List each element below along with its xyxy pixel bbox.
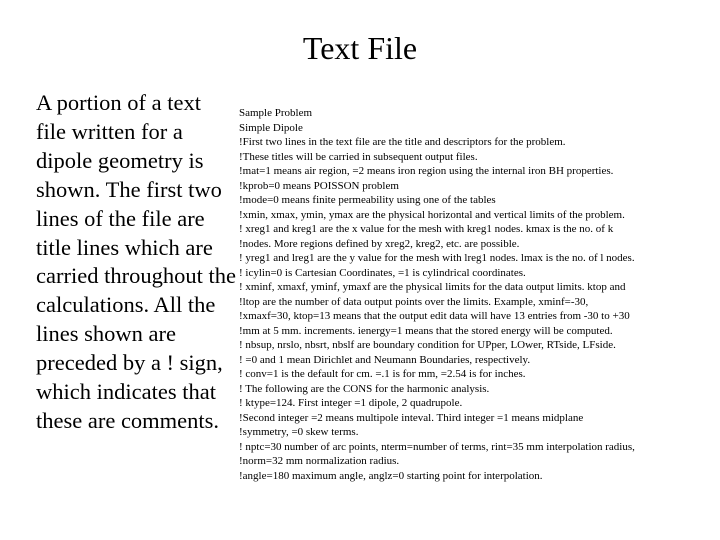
file-line: !nodes. More regions defined by xreg2, kreg2, etc. are possible.	[239, 237, 520, 250]
text-file-listing	[239, 106, 717, 483]
file-line: ! nbsup, nrslo, nbsrt, nbslf are boundary condition for UPper, LOwer, RTside, LFside.	[239, 339, 616, 352]
file-line: ! =0 and 1 mean Dirichlet and Neumann Boundaries, respectively.	[239, 353, 531, 366]
file-line: !symmetry, =0 skew terms.	[239, 426, 359, 439]
file-line: !norm=32 mm normalization radius.	[239, 455, 400, 468]
file-line: !xmin, xmax, ymin, ymax are the physical horizontal and vertical limits of the problem.	[239, 208, 625, 221]
description-text: A portion of a text file written for a dipole geometry is shown. The first two lines of the file are title lines which are carried throughout the calculations. All the lines shown are preceded by a ! sign, which indicates that these are comments.	[36, 90, 236, 433]
file-line: Simple Dipole	[239, 121, 303, 134]
file-line: !xmaxf=30, ktop=13 means that the output edit data will have 13 entries from -30 to +30	[239, 310, 630, 323]
file-line: !kprob=0 means POISSON problem	[239, 179, 399, 192]
file-line: Sample Problem	[239, 107, 313, 119]
file-line: ! icylin=0 is Cartesian Coordinates, =1 is cylindrical coordinates.	[239, 266, 526, 279]
file-line: !These titles will be carried in subsequent output files.	[239, 150, 478, 163]
file-line: !mm at 5 mm. increments. ienergy=1 means that the stored energy will be computed.	[239, 324, 613, 337]
file-line: !First two lines in the text file are the title and descriptors for the problem.	[239, 136, 566, 149]
file-line: !Second integer =2 means multipole inteval. Third integer =1 means midplane	[239, 411, 584, 424]
file-line: ! ktype=124. First integer =1 dipole, 2 quadrupole.	[239, 397, 463, 410]
file-line: ! xreg1 and kreg1 are the x value for the mesh with kreg1 nodes. kmax is the no. of k	[239, 223, 614, 236]
file-line: ! xminf, xmaxf, yminf, ymaxf are the physical limits for the data output limits. ktop and	[239, 281, 626, 294]
slide-title: Text File	[302, 30, 418, 66]
file-line: !mat=1 means air region, =2 means iron region using the internal iron BH properties.	[239, 165, 614, 178]
file-line: ! yreg1 and lreg1 are the y value for the mesh with lreg1 nodes. lmax is the no. of l nodes.	[239, 252, 635, 265]
file-line: ! The following are the CONS for the harmonic analysis.	[239, 382, 490, 395]
file-line: !mode=0 means finite permeability using one of the tables	[239, 194, 496, 207]
file-line: ! conv=1 is the default for cm. =.1 is for mm, =2.54 is for inches.	[239, 368, 526, 381]
file-line: !angle=180 maximum angle, anglz=0 starting point for interpolation.	[239, 469, 543, 482]
file-line: !ltop are the number of data output points over the limits. Example, xminf=-30,	[239, 295, 589, 308]
file-line: ! nptc=30 number of arc points, nterm=number of terms, rint=35 mm interpolation radius,	[239, 440, 635, 453]
